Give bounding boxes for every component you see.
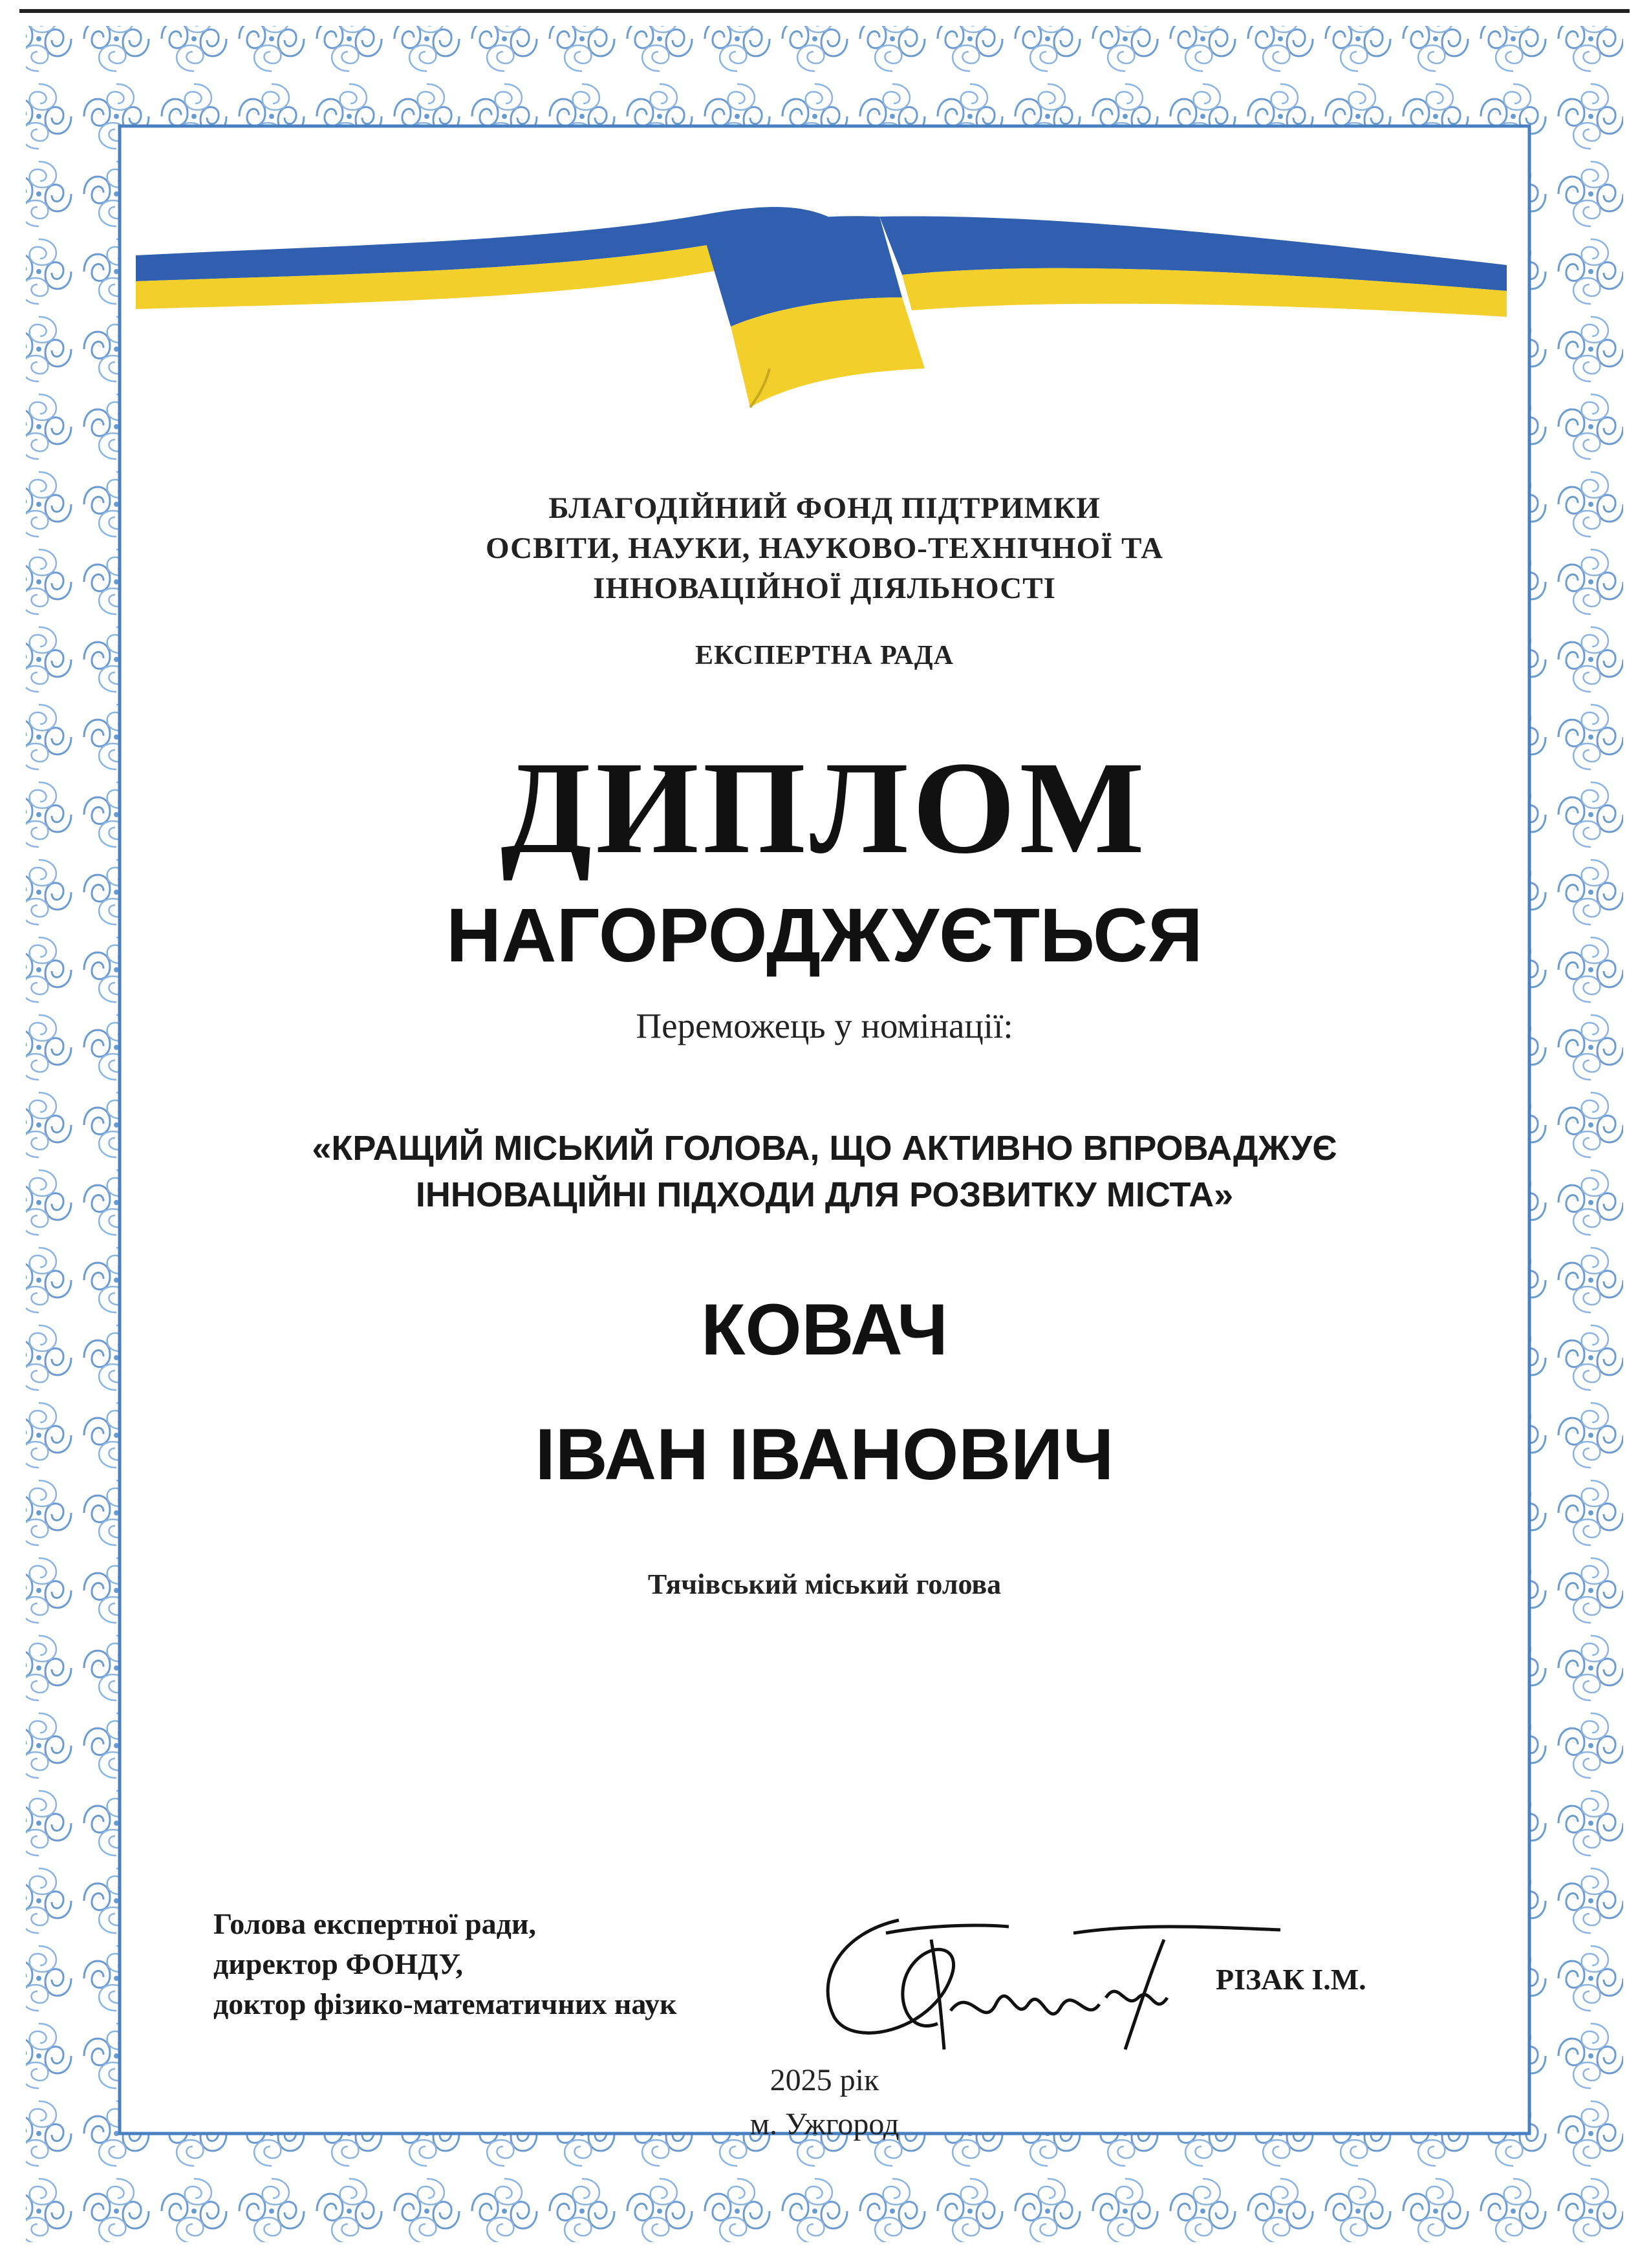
organization-name (0, 488, 1649, 608)
nomination-line-1: «КРАЩИЙ МІСЬКИЙ ГОЛОВА, ЩО АКТИВНО ВПРОВАДЖУЄ (312, 1129, 1337, 1168)
org-line-2: ОСВІТИ, НАУКИ, НАУКОВО-ТЕХНІЧНОЇ ТА (485, 531, 1164, 565)
nomination-title (0, 1125, 1649, 1218)
recipient-given-names: ІВАН ІВАНОВИЧ (535, 1414, 1114, 1495)
flag-ribbon (129, 187, 1513, 433)
recipient-surname: КОВАЧ (701, 1289, 948, 1370)
issue-year: 2025 рік (770, 2063, 879, 2097)
signatory-line-3: доктор фізико-математичних наук (213, 1987, 677, 2020)
issue-city: м. Ужгород (749, 2107, 900, 2141)
expert-council-label: ЕКСПЕРТНА РАДА (695, 641, 954, 670)
nomination-line-2: ІННОВАЦІЙНІ ПІДХОДИ ДЛЯ РОЗВИТКУ МІСТА» (415, 1175, 1234, 1214)
diploma-title: ДИПЛОМ (501, 734, 1148, 881)
signatory-line-1: Голова експертної ради, (213, 1907, 536, 1940)
signatory-line-2: директор ФОНДУ, (213, 1947, 463, 1980)
org-line-1: БЛАГОДІЙНИЙ ФОНД ПІДТРИМКИ (548, 491, 1101, 525)
winner-label: Переможець у номінації: (636, 1006, 1013, 1045)
signatory-title (213, 1904, 677, 2024)
recipient-position: Тячівський міський голова (647, 1568, 1002, 1600)
signatory-name: РІЗАК І.М. (1216, 1963, 1366, 1996)
org-line-3: ІННОВАЦІЙНОЇ ДІЯЛЬНОСТІ (593, 572, 1056, 605)
awarded-heading: НАГОРОДЖУЄТЬСЯ (446, 893, 1203, 978)
